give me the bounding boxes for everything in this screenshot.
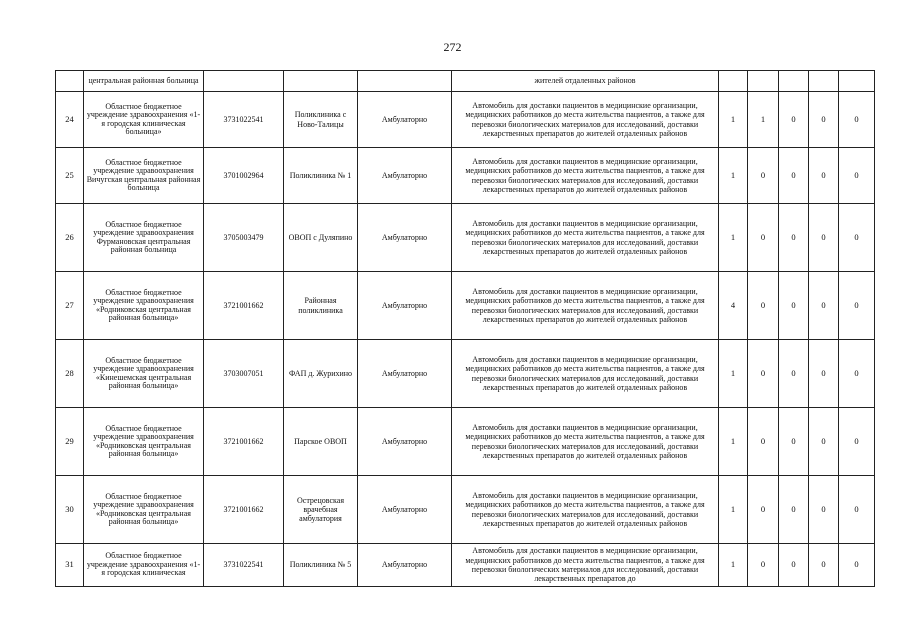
- row-number: 30: [56, 476, 84, 544]
- organization-code: [204, 71, 284, 92]
- quantity-cell: 0: [748, 476, 779, 544]
- quantity-cell: 0: [748, 408, 779, 476]
- organization-name: Областное бюджетное учреждение здравоохранения «Родниковская центральная районная больница»: [84, 476, 204, 544]
- quantity-cell: 1: [719, 408, 748, 476]
- care-type: Амбулаторно: [358, 204, 452, 272]
- quantity-cell: [779, 71, 809, 92]
- organization-code: 3701002964: [204, 148, 284, 204]
- organization-name: Областное бюджетное учреждение здравоохранения «Родниковская центральная районная больница»: [84, 272, 204, 340]
- quantity-cell: 0: [839, 204, 875, 272]
- care-type: Амбулаторно: [358, 544, 452, 587]
- organization-code: 3705003479: [204, 204, 284, 272]
- quantity-cell: 0: [748, 544, 779, 587]
- quantity-cell: 0: [839, 272, 875, 340]
- quantity-cell: 0: [809, 204, 839, 272]
- table-row: [56, 92, 875, 148]
- quantity-cell: 0: [748, 148, 779, 204]
- quantity-cell: 0: [839, 148, 875, 204]
- vehicle-description: жителей отдаленных районов: [452, 71, 719, 92]
- vehicle-description: Автомобиль для доставки пациентов в медицинские организации, медицинских работников до места жительства пациентов, а также для перевозки биологических материалов для исследований, доставки лекарственных препаратов до жителей отдаленных районов: [452, 340, 719, 408]
- table-row: [56, 148, 875, 204]
- subdivision-name: ОВОП с Дуляпино: [284, 204, 358, 272]
- subdivision-name: Поликлиника № 5: [284, 544, 358, 587]
- quantity-cell: [809, 71, 839, 92]
- quantity-cell: 0: [839, 476, 875, 544]
- quantity-cell: 0: [809, 92, 839, 148]
- subdivision-name: ФАП д. Журихино: [284, 340, 358, 408]
- table-row: [56, 544, 875, 587]
- vehicle-description: Автомобиль для доставки пациентов в медицинские организации, медицинских работников до места жительства пациентов, а также для перевозки биологических материалов для исследований, доставки лекарственных препаратов до жителей отдаленных районов: [452, 204, 719, 272]
- subdivision-name: Районная поликлиника: [284, 272, 358, 340]
- quantity-cell: 0: [779, 272, 809, 340]
- organization-code: 3721001662: [204, 476, 284, 544]
- quantity-cell: 0: [809, 408, 839, 476]
- care-type: [358, 71, 452, 92]
- vehicle-description: Автомобиль для доставки пациентов в медицинские организации, медицинских работников до места жительства пациентов, а также для перевозки биологических материалов для исследований, доставки лекарственных препаратов до жителей отдаленных районов: [452, 148, 719, 204]
- organization-code: 3731022541: [204, 544, 284, 587]
- vehicle-description: Автомобиль для доставки пациентов в медицинские организации, медицинских работников до места жительства пациентов, а также для перевозки биологических материалов для исследований, доставки лекарственных препаратов до жителей отдаленных районов: [452, 272, 719, 340]
- row-number: 27: [56, 272, 84, 340]
- care-type: Амбулаторно: [358, 340, 452, 408]
- organization-code: 3721001662: [204, 408, 284, 476]
- quantity-cell: 1: [748, 92, 779, 148]
- subdivision-name: Поликлиника № 1: [284, 148, 358, 204]
- quantity-cell: 0: [839, 92, 875, 148]
- organization-name: Областное бюджетное учреждение здравоохранения «1-я городская клиническая больница»: [84, 92, 204, 148]
- table-row: [56, 340, 875, 408]
- quantity-cell: 0: [779, 544, 809, 587]
- organization-name: Областное бюджетное учреждение здравоохранения Вичугская центральная районная больница: [84, 148, 204, 204]
- quantity-cell: [748, 71, 779, 92]
- quantity-cell: 0: [779, 476, 809, 544]
- organization-name: Областное бюджетное учреждение здравоохранения «Кинешемская центральная районная больница»: [84, 340, 204, 408]
- care-type: Амбулаторно: [358, 408, 452, 476]
- organization-name: Областное бюджетное учреждение здравоохранения Фурмановская центральная районная больница: [84, 204, 204, 272]
- quantity-cell: 0: [839, 408, 875, 476]
- table-row: [56, 272, 875, 340]
- quantity-cell: 0: [809, 272, 839, 340]
- row-number: 31: [56, 544, 84, 587]
- row-number: 28: [56, 340, 84, 408]
- vehicle-allocation-table: [55, 70, 875, 587]
- subdivision-name: Острецовская врачебная амбулатория: [284, 476, 358, 544]
- table-row: [56, 408, 875, 476]
- quantity-cell: [719, 71, 748, 92]
- quantity-cell: 0: [779, 408, 809, 476]
- page-number: 272: [443, 40, 462, 54]
- vehicle-description: Автомобиль для доставки пациентов в медицинские организации, медицинских работников до места жительства пациентов, а также для перевозки биологических материалов для исследований, доставки лекарственных препаратов до: [452, 544, 719, 587]
- subdivision-name: [284, 71, 358, 92]
- organization-code: 3703007051: [204, 340, 284, 408]
- quantity-cell: 0: [779, 92, 809, 148]
- quantity-cell: 0: [809, 544, 839, 587]
- quantity-cell: 0: [748, 204, 779, 272]
- row-number: 24: [56, 92, 84, 148]
- row-number: [56, 71, 84, 92]
- quantity-cell: 0: [839, 544, 875, 587]
- quantity-cell: 1: [719, 92, 748, 148]
- row-number: 29: [56, 408, 84, 476]
- quantity-cell: 0: [839, 340, 875, 408]
- table-row: [56, 476, 875, 544]
- quantity-cell: 0: [748, 340, 779, 408]
- quantity-cell: 1: [719, 340, 748, 408]
- subdivision-name: Парское ОВОП: [284, 408, 358, 476]
- table-row: [56, 204, 875, 272]
- vehicle-description: Автомобиль для доставки пациентов в медицинские организации, медицинских работников до места жительства пациентов, а также для перевозки биологических материалов для исследований, доставки лекарственных препаратов до жителей отдаленных районов: [452, 408, 719, 476]
- quantity-cell: 0: [809, 340, 839, 408]
- table-body: [56, 71, 875, 587]
- table-row-continuation: [56, 71, 875, 92]
- quantity-cell: 0: [809, 476, 839, 544]
- care-type: Амбулаторно: [358, 272, 452, 340]
- quantity-cell: 0: [748, 272, 779, 340]
- quantity-cell: 0: [779, 148, 809, 204]
- care-type: Амбулаторно: [358, 92, 452, 148]
- organization-code: 3731022541: [204, 92, 284, 148]
- organization-name: центральная районная больница: [84, 71, 204, 92]
- organization-code: 3721001662: [204, 272, 284, 340]
- quantity-cell: 1: [719, 148, 748, 204]
- quantity-cell: [839, 71, 875, 92]
- quantity-cell: 1: [719, 544, 748, 587]
- organization-name: Областное бюджетное учреждение здравоохранения «Родниковская центральная районная больница»: [84, 408, 204, 476]
- subdivision-name: Поликлиника с Ново-Талицы: [284, 92, 358, 148]
- organization-name: Областное бюджетное учреждение здравоохранения «1-я городская клиническая: [84, 544, 204, 587]
- row-number: 26: [56, 204, 84, 272]
- vehicle-description: Автомобиль для доставки пациентов в медицинские организации, медицинских работников до места жительства пациентов, а также для перевозки биологических материалов для исследований, доставки лекарственных препаратов до жителей отдаленных районов: [452, 476, 719, 544]
- quantity-cell: 0: [779, 340, 809, 408]
- vehicle-description: Автомобиль для доставки пациентов в медицинские организации, медицинских работников до места жительства пациентов, а также для перевозки биологических материалов для исследований, доставки лекарственных препаратов до жителей отдаленных районов: [452, 92, 719, 148]
- care-type: Амбулаторно: [358, 148, 452, 204]
- quantity-cell: 4: [719, 272, 748, 340]
- quantity-cell: 0: [809, 148, 839, 204]
- quantity-cell: 0: [779, 204, 809, 272]
- row-number: 25: [56, 148, 84, 204]
- quantity-cell: 1: [719, 204, 748, 272]
- care-type: Амбулаторно: [358, 476, 452, 544]
- quantity-cell: 1: [719, 476, 748, 544]
